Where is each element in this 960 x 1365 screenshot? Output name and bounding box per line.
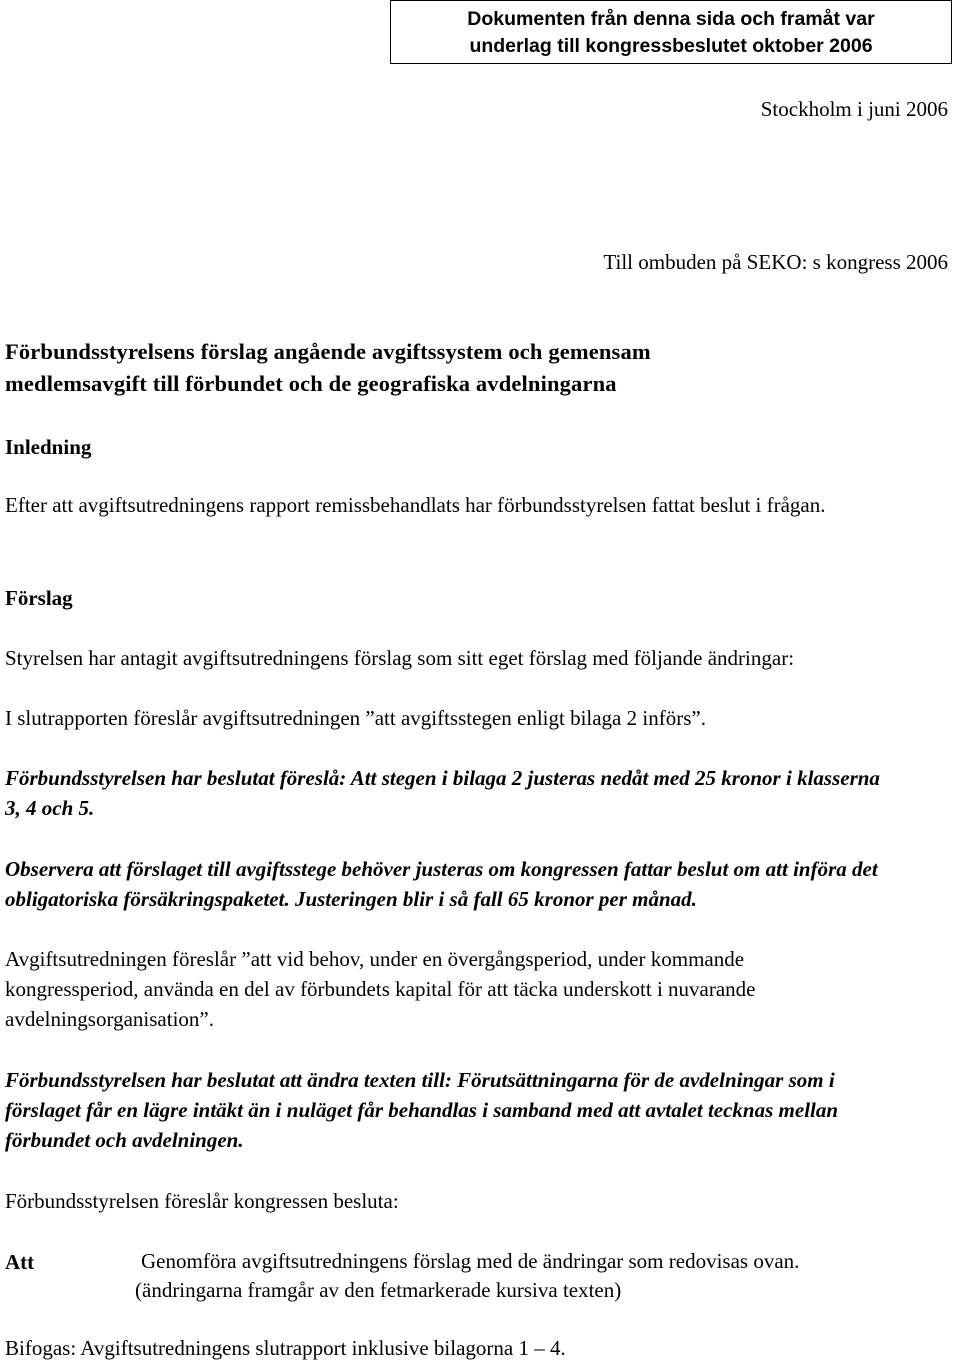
document-title [5,336,905,400]
date-line: Stockholm i juni 2006 [760,97,948,121]
attachment-line: Bifogas: Avgiftsutredningens slutrapport inklusive bilagorna 1 – 4. [5,1336,566,1360]
recipient-line: Till ombuden på SEKO: s kongress 2006 [603,250,948,274]
proposal-paragraph-2: I slutrapporten föreslår avgiftsutredningen ”att avgiftsstegen enligt bilaga 2 införs”. [5,706,706,730]
resolution-line-2: (ändringarna framgår av den fetmarkerade kursiva texten) [135,1278,622,1302]
proposal-paragraph-4: Observera att förslaget till avgiftsstege behöver justeras om kongressen fattar beslut om att införa det obligatoriska försäkringspaketet. Justeringen blir i så fall 65 kronor per månad. [5,857,878,911]
resolution-label: Att [5,1250,35,1274]
proposal-paragraph-6: Förbundsstyrelsen har beslutat att ändra texten till: Förutsättningarna för de avdelningar som i förslaget får en lägre intäkt än i nuläget får behandlas i samband med att avtalet tecknas mellan förbundet och avdelningen. [5,1068,839,1152]
proposal-paragraph-1: Styrelsen har antagit avgiftsutredningens förslag som sitt eget förslag med följande ändringar: [5,646,795,670]
intro-paragraph: Efter att avgiftsutredningens rapport remissbehandlats har förbundsstyrelsen fattat beslut i frågan. [5,493,826,517]
resolution-line-1: Genomföra avgiftsutredningens förslag med de ändringar som redovisas ovan. [141,1249,800,1273]
document-title-line-1: Förbundsstyrelsens förslag angående avgiftssystem och gemensam [5,339,651,364]
resolution-text [135,1247,935,1305]
notice-line-2: underlag till kongressbeslutet oktober 2006 [469,35,873,57]
notice-line-1: Dokumenten från denna sida och framåt var [467,8,875,30]
document-title-line-2: medlemsavgift till förbundet och de geografiska avdelningarna [5,371,617,396]
proposal-paragraph-5: Avgiftsutredningen föreslår ”att vid behov, under en övergångsperiod, under kommande kongressperiod, använda en del av förbundets kapital för att täcka underskott i nuvarande avdelningsorganisation”. [5,947,756,1031]
heading-proposal: Förslag [5,586,73,610]
heading-intro: Inledning [5,435,92,459]
notice-box [390,0,952,64]
proposal-paragraph-7: Förbundsstyrelsen föreslår kongressen besluta: [5,1189,399,1213]
proposal-paragraph-3: Förbundsstyrelsen har beslutat föreslå: Att stegen i bilaga 2 justeras nedåt med 25 kronor i klasserna 3, 4 och 5. [5,766,880,820]
